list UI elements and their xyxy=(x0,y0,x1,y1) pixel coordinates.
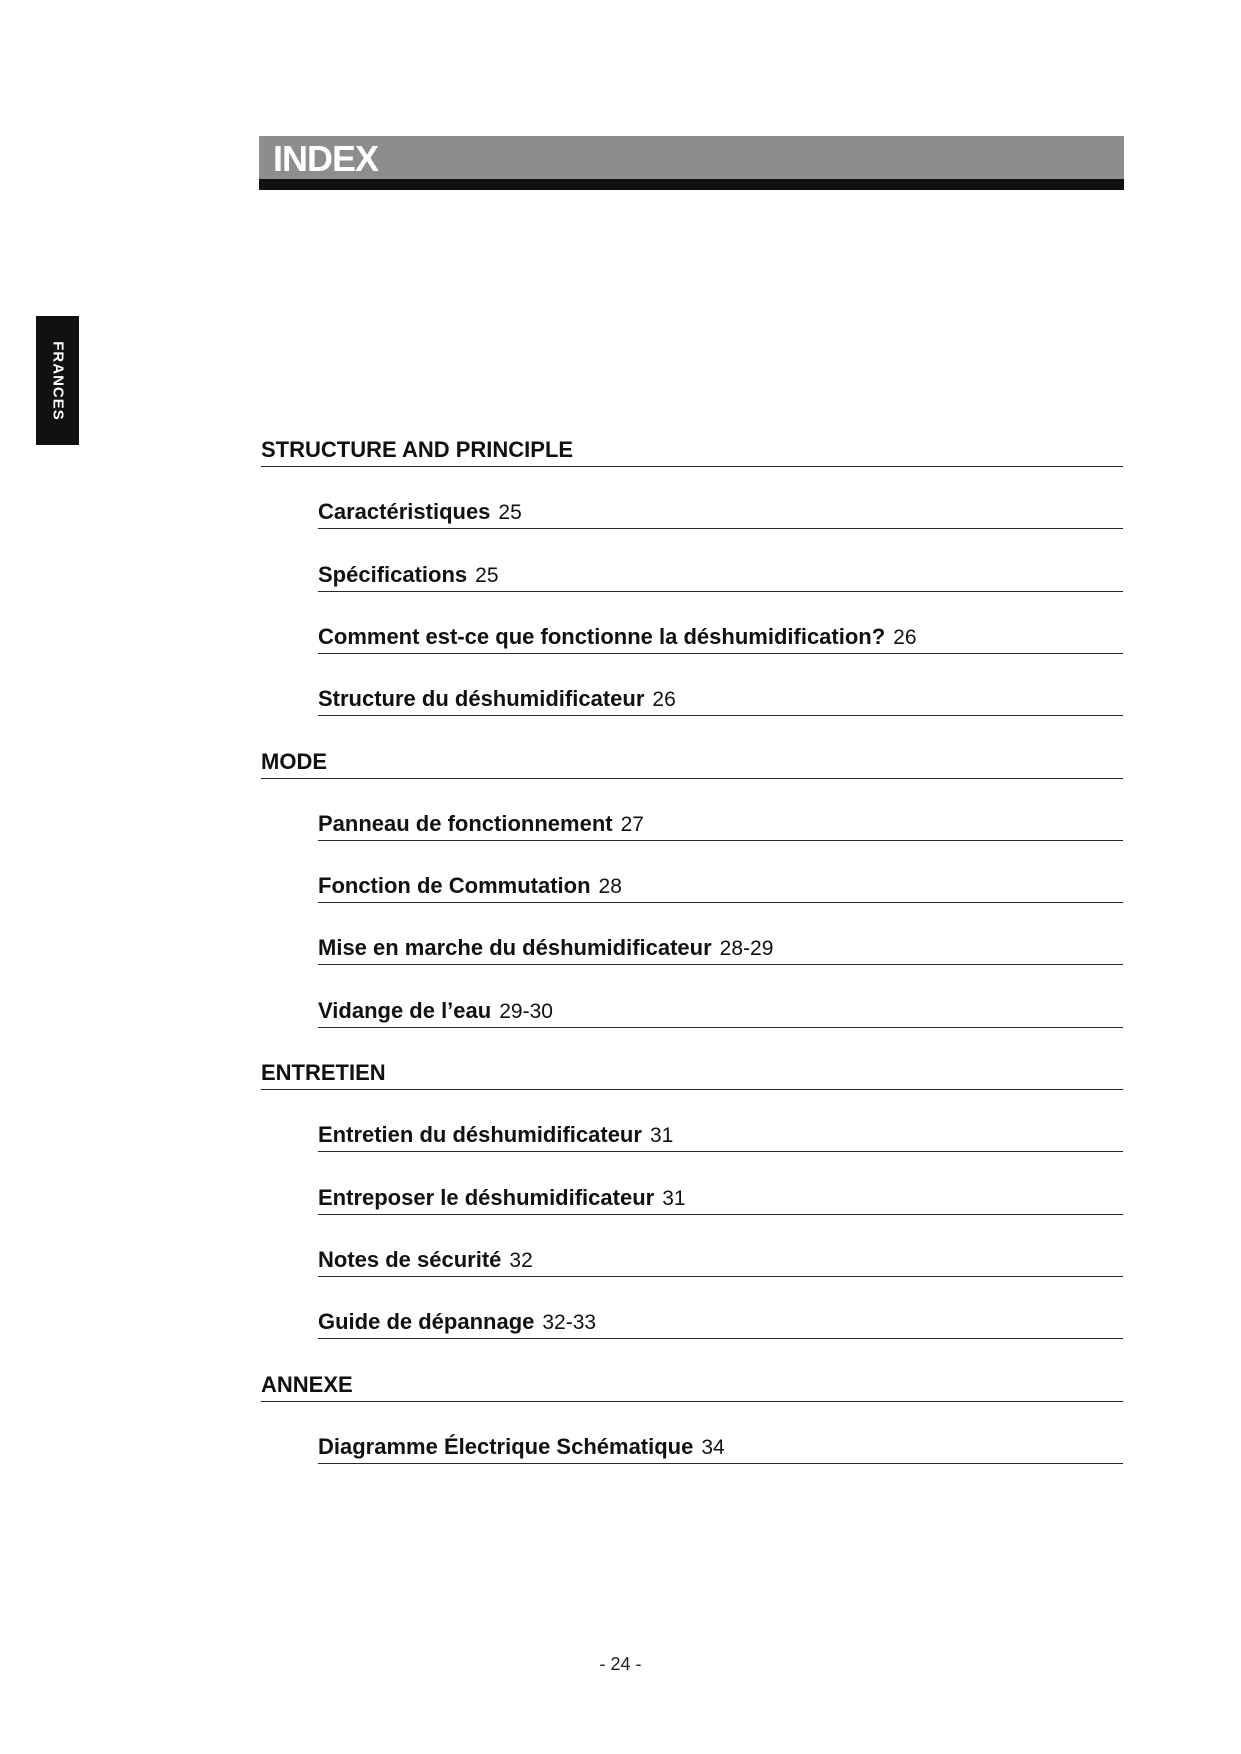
toc-title-text: Spécifications xyxy=(318,561,468,587)
toc-section-title xyxy=(261,437,573,463)
toc-title-text: Entretien du déshumidificateur xyxy=(318,1122,642,1148)
page-title: INDEX xyxy=(273,138,379,179)
toc-entry-title xyxy=(318,1434,725,1460)
toc-entry-title xyxy=(318,811,644,837)
toc-title-text: Mise en marche du déshumidificateur xyxy=(318,935,712,961)
toc-title-text: Notes de sécurité xyxy=(318,1246,502,1272)
toc-entry-row xyxy=(318,492,1123,529)
toc-page-number: 26 xyxy=(652,688,676,712)
toc-entry-title xyxy=(318,1185,686,1211)
toc-section-row xyxy=(261,1053,1123,1090)
toc-entry-title xyxy=(318,1309,596,1335)
toc-section-row xyxy=(261,430,1123,467)
toc-entry-row xyxy=(318,1178,1123,1215)
toc-entry-row xyxy=(318,1302,1123,1339)
toc-page-number: 25 xyxy=(498,501,522,525)
toc-entry-row xyxy=(318,617,1123,654)
toc-section-row xyxy=(261,1365,1123,1402)
toc-entry-title xyxy=(318,1122,673,1148)
toc-entry-title xyxy=(318,686,676,712)
page-number: - 24 - xyxy=(599,1654,642,1674)
toc-title-text: STRUCTURE AND PRINCIPLE xyxy=(261,437,574,462)
toc-entry-row xyxy=(318,991,1123,1028)
toc-page-number: 32-33 xyxy=(542,1311,597,1335)
toc-entry-title xyxy=(318,998,553,1024)
toc-title-text: Guide de dépannage xyxy=(318,1309,535,1335)
toc-title-text: Structure du déshumidificateur xyxy=(318,686,645,712)
toc-entry-row xyxy=(318,1240,1123,1277)
toc-entry-title xyxy=(318,873,622,899)
toc-page-number: 26 xyxy=(893,625,917,649)
toc-entry-title xyxy=(318,624,917,650)
toc-title-text: ANNEXE xyxy=(261,1371,353,1397)
toc-entry-title xyxy=(318,1247,533,1273)
toc-title-text: Panneau de fonctionnement xyxy=(318,810,613,836)
toc-page-number: 32 xyxy=(509,1248,533,1272)
toc-page-number: 25 xyxy=(475,563,499,587)
toc-page-number: 29-30 xyxy=(499,999,553,1023)
toc-entry-row xyxy=(318,866,1123,903)
toc-page-number: 34 xyxy=(701,1435,725,1459)
side-tab-label: FRANCES xyxy=(49,340,66,421)
toc-entry-row xyxy=(318,1115,1123,1152)
toc-page-number: 31 xyxy=(662,1186,686,1210)
toc-page-number: 31 xyxy=(649,1124,674,1148)
toc-section-title xyxy=(261,749,327,775)
toc-entry-row xyxy=(318,1427,1123,1464)
toc-entry-row xyxy=(318,679,1123,716)
toc-page-number: 28-29 xyxy=(719,937,774,961)
toc-entry-row xyxy=(318,928,1123,965)
toc-entry-row xyxy=(318,555,1123,592)
toc-section-row xyxy=(261,742,1123,779)
toc-section-title xyxy=(261,1372,353,1398)
toc-entry-row xyxy=(318,804,1123,841)
toc-entry-title xyxy=(318,935,773,961)
toc-entry-title xyxy=(318,499,522,525)
toc-title-text: MODE xyxy=(261,748,327,774)
toc-title-text: ENTRETIEN xyxy=(261,1060,386,1085)
toc-title-text: Vidange de l’eau xyxy=(318,997,492,1023)
toc-section-title xyxy=(261,1060,386,1086)
toc-page-number: 27 xyxy=(620,812,644,836)
toc-title-text: Entreposer le déshumidificateur xyxy=(318,1184,655,1210)
toc-title-text: Comment est-ce que fonctionne la déshumidification? xyxy=(318,623,886,649)
toc-entry-title xyxy=(318,562,499,588)
toc-title-text: Fonction de Commutation xyxy=(318,873,591,899)
toc-title-text: Caractéristiques xyxy=(318,499,491,525)
toc-title-text: Diagramme Électrique Schématique xyxy=(318,1433,694,1459)
toc-page-number: 28 xyxy=(598,875,622,899)
